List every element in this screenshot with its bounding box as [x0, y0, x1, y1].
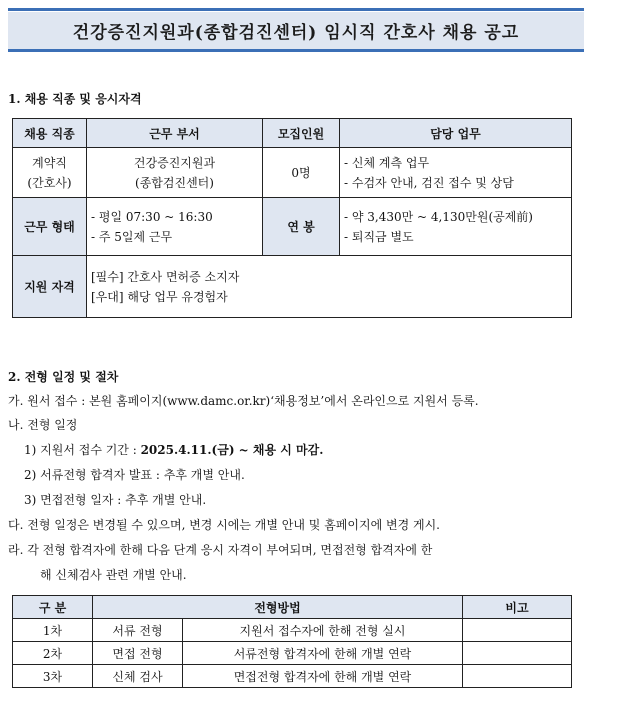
process-header-stage: 구 분 [13, 596, 93, 619]
process-stage: 2차 [13, 642, 93, 665]
count-cell: 0명 [263, 148, 340, 198]
duty-cell [340, 148, 572, 198]
item-a: 가. 원서 접수 : 본원 홈페이지(www.damc.or.kr)‘채용정보’에서 온라인으로 지원서 등록. [8, 394, 479, 408]
duty-line2: - 수검자 안내, 검진 접수 및 상담 [344, 175, 514, 190]
item-b1-prefix: 1) 지원서 접수 기간 : [24, 443, 141, 457]
qualification-preferred: [우대] 해당 업무 유경험자 [91, 289, 228, 304]
item-c: 다. 전형 일정은 변경될 수 있으며, 변경 시에는 개별 안내 및 홈페이지에 변경 게시. [8, 518, 440, 532]
process-desc: 서류전형 합격자에 한해 개별 연락 [183, 642, 463, 665]
process-note [463, 665, 572, 688]
item-d-line2: 해 신체검사 관련 개별 안내. [40, 568, 187, 582]
work-row [13, 198, 572, 256]
item-b2: 2) 서류전형 합격자 발표 : 추후 개별 안내. [24, 468, 245, 482]
title-banner [8, 8, 584, 54]
process-table [12, 595, 572, 688]
process-stage: 1차 [13, 619, 93, 642]
process-type: 면접 전형 [93, 642, 183, 665]
header-job: 채용 직종 [13, 119, 87, 148]
process-desc: 면접전형 합격자에 한해 개별 연락 [183, 665, 463, 688]
process-row [13, 665, 572, 688]
section1-heading: 1. 채용 직종 및 응시자격 [8, 92, 142, 106]
qualification-required: [필수] 간호사 면허증 소지자 [91, 269, 240, 284]
job-row [13, 148, 572, 198]
process-header-note: 비고 [463, 596, 572, 619]
item-d-line1: 라. 각 전형 합격자에 한해 다음 단계 응시 자격이 부여되며, 면접전형 합격자에 한 [8, 543, 433, 557]
job-line2: (간호사) [27, 175, 72, 190]
process-stage: 3차 [13, 665, 93, 688]
process-header-method: 전형방법 [93, 596, 463, 619]
qualification-cell [87, 256, 572, 318]
work-hours-line2: - 주 5일제 근무 [91, 229, 173, 244]
process-header-row [13, 596, 572, 619]
process-type: 신체 검사 [93, 665, 183, 688]
header-count: 모집인원 [263, 119, 340, 148]
dept-line1: 건강증진지원과 [133, 155, 216, 170]
qualification-label: 지원 자격 [13, 256, 87, 318]
job-cell [13, 148, 87, 198]
process-note [463, 642, 572, 665]
header-duty: 담당 업무 [340, 119, 572, 148]
item-b3: 3) 면접전형 일자 : 추후 개별 안내. [24, 493, 207, 507]
salary-label: 연 봉 [263, 198, 340, 256]
job-table-header-row [13, 119, 572, 148]
salary-line2: - 퇴직금 별도 [344, 229, 414, 244]
work-hours-cell [87, 198, 263, 256]
banner-top-rule [8, 8, 584, 11]
work-type-label: 근무 형태 [13, 198, 87, 256]
work-hours-line1: - 평일 07:30 ~ 16:30 [91, 209, 213, 224]
dept-line2: (종합검진센터) [135, 175, 214, 190]
qualification-row [13, 256, 572, 318]
duty-line1: - 신체 계측 업무 [344, 155, 430, 170]
item-b1 [24, 441, 323, 458]
item-b1-date: 2025.4.11.(금) ~ 채용 시 마감. [140, 443, 324, 457]
process-type: 서류 전형 [93, 619, 183, 642]
process-desc: 지원서 접수자에 한해 전형 실시 [183, 619, 463, 642]
dept-cell [87, 148, 263, 198]
job-table [12, 118, 572, 318]
process-note [463, 619, 572, 642]
salary-line1: - 약 3,430만 ~ 4,130만원(공제前) [344, 209, 533, 224]
page-title: 건강증진지원과(종합검진센터) 임시직 간호사 채용 공고 [8, 12, 584, 52]
process-row [13, 642, 572, 665]
item-b: 나. 전형 일정 [8, 418, 78, 432]
process-row [13, 619, 572, 642]
section2-heading: 2. 전형 일정 및 절차 [8, 370, 119, 384]
header-dept: 근무 부서 [87, 119, 263, 148]
job-line1: 계약직 [32, 155, 67, 170]
salary-cell [340, 198, 572, 256]
